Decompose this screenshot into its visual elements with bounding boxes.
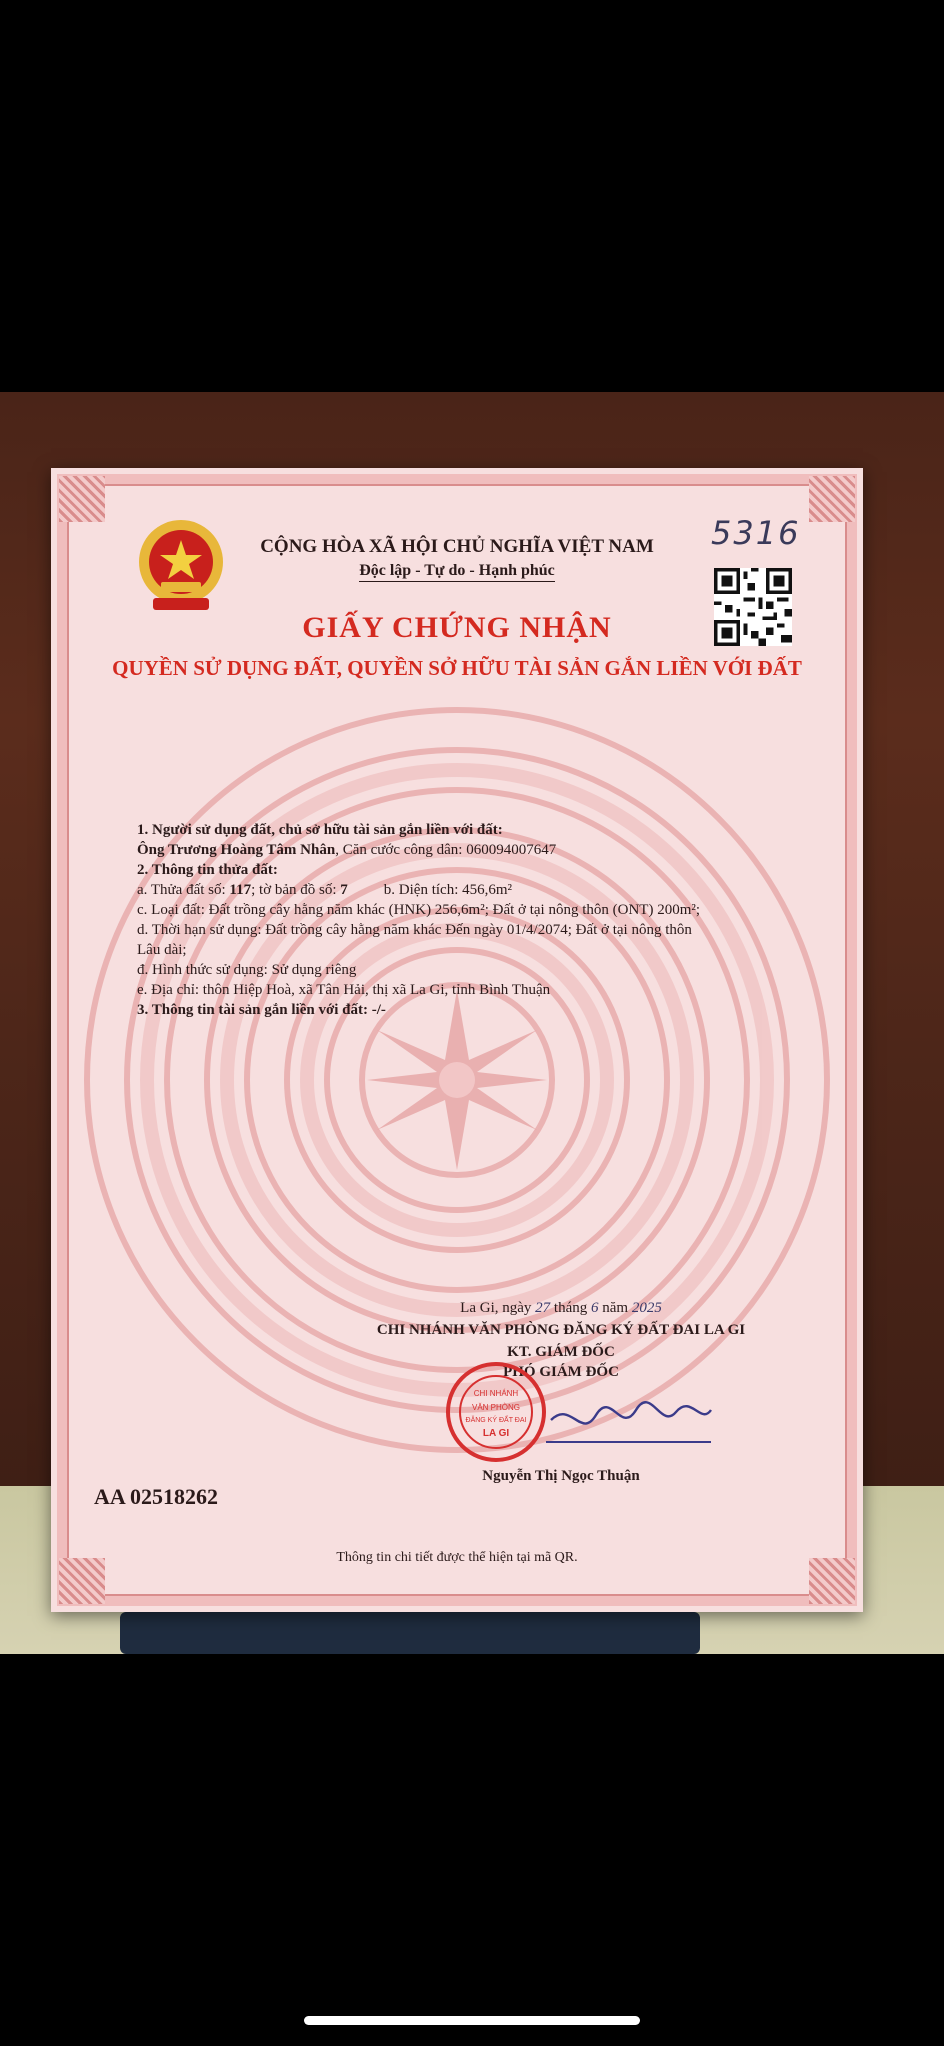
- home-indicator[interactable]: [304, 2016, 640, 2025]
- stamp-text-bottom: LA GI: [482, 1428, 510, 1439]
- owner-line: [137, 840, 817, 860]
- land-use-certificate: [51, 468, 863, 1612]
- map-number: 7: [340, 882, 348, 898]
- corner-ornament-top-right: [809, 476, 855, 522]
- issue-year: 2025: [631, 1300, 662, 1316]
- signer-name: Nguyễn Thị Ngọc Thuận: [482, 1468, 640, 1484]
- handwritten-signature: [541, 1380, 721, 1460]
- on-behalf-of: KT. GIÁM ĐỐC: [507, 1344, 615, 1360]
- owner-name: Ông Trương Hoàng Tâm Nhân: [137, 842, 336, 858]
- qr-footer-note: Thông tin chi tiết được thể hiện tại mã QR.: [336, 1550, 578, 1565]
- land-type: c. Loại đất: Đất trồng cây hằng năm khác (HNK) 256,6m²; Đất ở tại nông thôn (ONT) 200m²;: [137, 902, 701, 918]
- corner-ornament-top-left: [59, 476, 105, 522]
- section1-heading: 1. Người sử dụng đất, chủ sở hữu tài sản gắn liền với đất:: [137, 822, 503, 838]
- issue-date: La Gi, ngày 27 tháng 6 năm 2025: [460, 1300, 662, 1316]
- certificate-serial-number: AA 02518262: [94, 1484, 219, 1509]
- parcel-line: a. Thửa đất số: 117; tờ bản đồ số: 7 b. Diện tích: 456,6m²: [137, 882, 513, 898]
- address: e. Địa chỉ: thôn Hiệp Hoà, xã Tân Hải, thị xã La Gi, tỉnh Bình Thuận: [137, 982, 551, 998]
- handwritten-number: 5316: [711, 514, 801, 552]
- person-jeans-background: [120, 1612, 700, 1654]
- stamp-text-mid2: ĐĂNG KÝ ĐẤT ĐAI: [465, 1417, 527, 1424]
- parcel-number: 117: [229, 882, 252, 898]
- stamp-text-mid: VĂN PHÒNG: [471, 1403, 521, 1412]
- certificate-subtitle: QUYỀN SỬ DỤNG ĐẤT, QUYỀN SỞ HỮU TÀI SẢN GẮN LIỀN VỚI ĐẤT: [112, 656, 802, 680]
- usage-term: d. Thời hạn sử dụng: Đất trồng cây hằng năm khác Đến ngày 01/4/2074; Đất ở tại nông thôn: [137, 922, 692, 938]
- deputy-director: PHÓ GIÁM ĐỐC: [503, 1364, 619, 1380]
- owner-id: , Căn cước công dân: 060094007647: [335, 842, 557, 858]
- section3-line: [137, 1000, 817, 1020]
- official-seal-stamp: [444, 1360, 548, 1464]
- republic-header: CỘNG HÒA XÃ HỘI CHỦ NGHĨA VIỆT NAM: [260, 536, 654, 557]
- certificate-title: GIẤY CHỨNG NHẬN: [302, 611, 612, 644]
- issue-month: 6: [590, 1300, 599, 1316]
- issuing-office: CHI NHÁNH VĂN PHÒNG ĐĂNG KÝ ĐẤT ĐAI LA GI: [376, 1322, 746, 1338]
- section3-value: -/-: [368, 1002, 386, 1018]
- usage-form: đ. Hình thức sử dụng: Sử dụng riêng: [137, 962, 357, 978]
- stamp-text-top: CHI NHÁNH: [473, 1389, 519, 1398]
- section3-heading: 3. Thông tin tài sản gắn liền với đất:: [137, 1002, 368, 1018]
- motto: Độc lập - Tự do - Hạnh phúc: [51, 562, 863, 580]
- issue-day: 27: [535, 1300, 551, 1316]
- usage-term-cont: Lâu dài;: [137, 942, 187, 958]
- section2-heading: 2. Thông tin thửa đất:: [137, 862, 278, 878]
- area: b. Diện tích: 456,6m²: [383, 882, 513, 898]
- certificate-body: [137, 820, 817, 1020]
